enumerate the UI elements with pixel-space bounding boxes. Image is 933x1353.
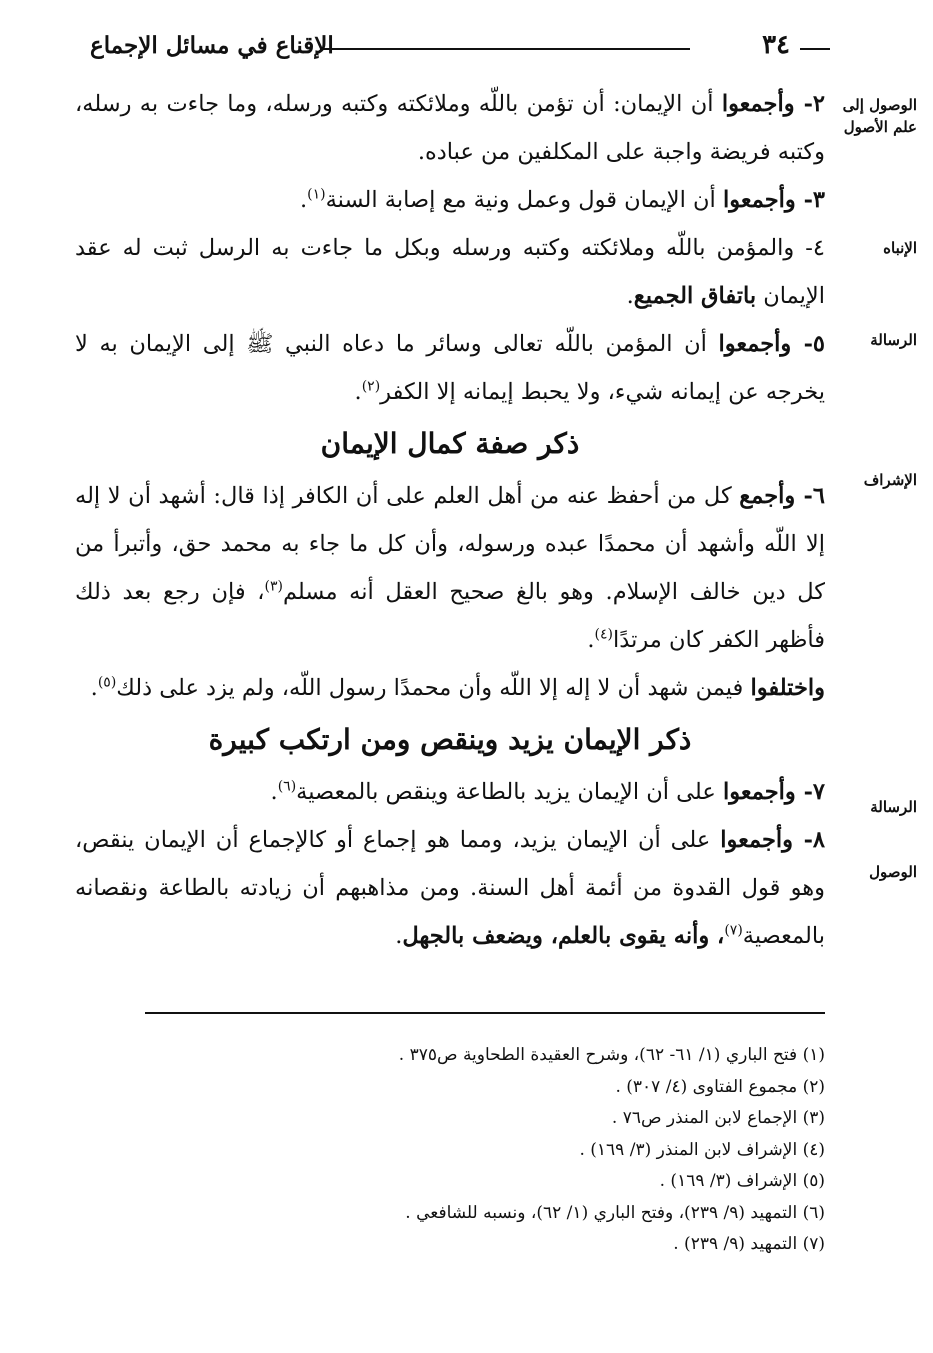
running-header xyxy=(80,30,830,70)
paragraph-lead: ٥- وأجمعوا xyxy=(718,331,825,357)
paragraph-text: ، فإن رجع بعد ذلك فأظهر الكفر كان مرتدًا xyxy=(75,579,825,653)
margin-label-source: الإنباه xyxy=(883,239,917,257)
section-heading: ذكر صفة كمال الإيمان xyxy=(320,427,580,460)
paragraph xyxy=(75,176,825,224)
margin-label-source: الوصول xyxy=(869,863,917,881)
footnote: (٥) الإشراف (٣/ ١٦٩) . xyxy=(659,1171,825,1191)
margin-label-source: الرسالة xyxy=(870,798,917,816)
footnote-ref: (٢) xyxy=(361,378,381,395)
paragraph-lead: واختلفوا xyxy=(750,675,825,701)
paragraph-text: أن الإيمان قول وعمل ونية مع إصابة السنة xyxy=(325,187,723,213)
footnote: (٦) التمهيد (٩/ ٢٣٩)، وفتح الباري (١/ ٦٢)، ونسبه للشافعي . xyxy=(405,1202,825,1223)
header-rule-short xyxy=(800,48,830,50)
paragraph-end: . xyxy=(90,675,98,701)
paragraph-lead: ٣- وأجمعوا xyxy=(722,187,825,213)
paragraph-bold-text: باتفاق الجميع xyxy=(633,283,757,309)
paragraph xyxy=(75,816,825,960)
paragraph xyxy=(75,224,825,320)
main-text xyxy=(75,80,825,960)
paragraph-end: . xyxy=(626,283,634,309)
paragraph-end: . xyxy=(587,627,595,653)
paragraph-end: . xyxy=(354,379,362,405)
paragraph-lead: ٨- وأجمعوا xyxy=(720,827,826,853)
paragraph-text: على أن الإيمان يزيد، ومما هو إجماع أو كالإجماع أن الإيمان ينقص، وهو قول القدوة من أئمة أهل السنة. ومن مذاهبهم أن زيادته بالطاعة ونقصانه بالمعصية xyxy=(75,827,825,949)
footnote-ref: (٦) xyxy=(277,778,297,795)
footnote-ref: (٧) xyxy=(724,922,743,939)
paragraph-lead: ٧- وأجمعوا xyxy=(722,779,825,805)
book-title: الإقناع في مسائل الإجماع xyxy=(90,32,334,59)
paragraph xyxy=(75,472,825,664)
section-heading: ذكر الإيمان يزيد وينقص ومن ارتكب كبيرة xyxy=(208,723,692,756)
footnote-ref: (١) xyxy=(307,186,326,203)
paragraph-end: . xyxy=(299,187,308,213)
paragraph-end: . xyxy=(270,779,278,805)
paragraph-end: . xyxy=(395,923,403,949)
paragraph-text: فيمن شهد أن لا إله إلا اللّه وأن محمدًا رسول اللّه، ولم يزد على ذلك xyxy=(116,675,751,701)
footnote-ref: (٥) xyxy=(97,674,117,691)
paragraph xyxy=(75,320,825,416)
footnote: (٢) مجموع الفتاوى (٤/ ٣٠٧) . xyxy=(615,1076,825,1097)
footnote: (٣) الإجماع لابن المنذر ص٧٦ . xyxy=(611,1108,825,1128)
paragraph-lead: ٦- وأجمع xyxy=(739,483,825,509)
footnote: (٤) الإشراف لابن المنذر (٣/ ١٦٩) . xyxy=(579,1139,825,1160)
page-number: ٣٤ xyxy=(762,30,790,60)
paragraph-text: أن المؤمن باللّه تعالى وسائر ما دعاه النبي ﷺ إلى الإيمان به لا يخرجه عن إيمانه شيء، ولا يحبط إيمانه إلا الكفر xyxy=(75,331,825,405)
margin-label-source: الإشراف xyxy=(863,471,917,489)
footnote-ref: (٤) xyxy=(594,626,614,643)
footnote-ref: (٣) xyxy=(264,578,283,595)
paragraph xyxy=(75,664,825,712)
paragraph-text: أن الإيمان: أن تؤمن باللّه وملائكته وكتبه ورسله، وما جاءت به رسله، وكتبه فريضة واجبة على المكلفين من عباده. xyxy=(75,91,825,165)
footnote: (١) فتح الباري (١/ ٦١- ٦٢)، وشرح العقيدة الطحاوية ص٣٧٥ . xyxy=(398,1045,825,1065)
paragraph xyxy=(75,80,825,176)
paragraph-lead: ٢- وأجمعوا xyxy=(721,91,826,117)
paragraph xyxy=(75,768,825,816)
paragraph-text: كل من أحفظ عنه من أهل العلم على أن الكافر إذا قال: أشهد أن لا إله إلا اللّه وأشهد أن محمدًا عبده ورسوله، وأن كل ما جاء به محمد حق، وأتبرأ من كل دين خالف الإسلام. وهو بالغ صحيح العقل أنه مسلم xyxy=(75,483,825,605)
margin-label-source: الرسالة xyxy=(870,331,917,349)
header-rule xyxy=(320,48,690,50)
footnote: (٧) التمهيد (٩/ ٢٣٩) . xyxy=(673,1234,825,1254)
paragraph-bold-text: ، وأنه يقوى بالعلم، ويضعف بالجهل xyxy=(402,923,725,949)
margin-label-source: الوصول إلى علم الأصول xyxy=(842,96,917,136)
paragraph-text: على أن الإيمان يزيد بالطاعة وينقص بالمعصية xyxy=(296,779,723,805)
paragraph-text: ٤- والمؤمن باللّه وملائكته وكتبه ورسله وبكل ما جاءت به الرسل ثبت له عقد الإيمان xyxy=(75,235,825,309)
footnote-separator xyxy=(145,1012,825,1014)
footnotes xyxy=(145,1040,825,1261)
